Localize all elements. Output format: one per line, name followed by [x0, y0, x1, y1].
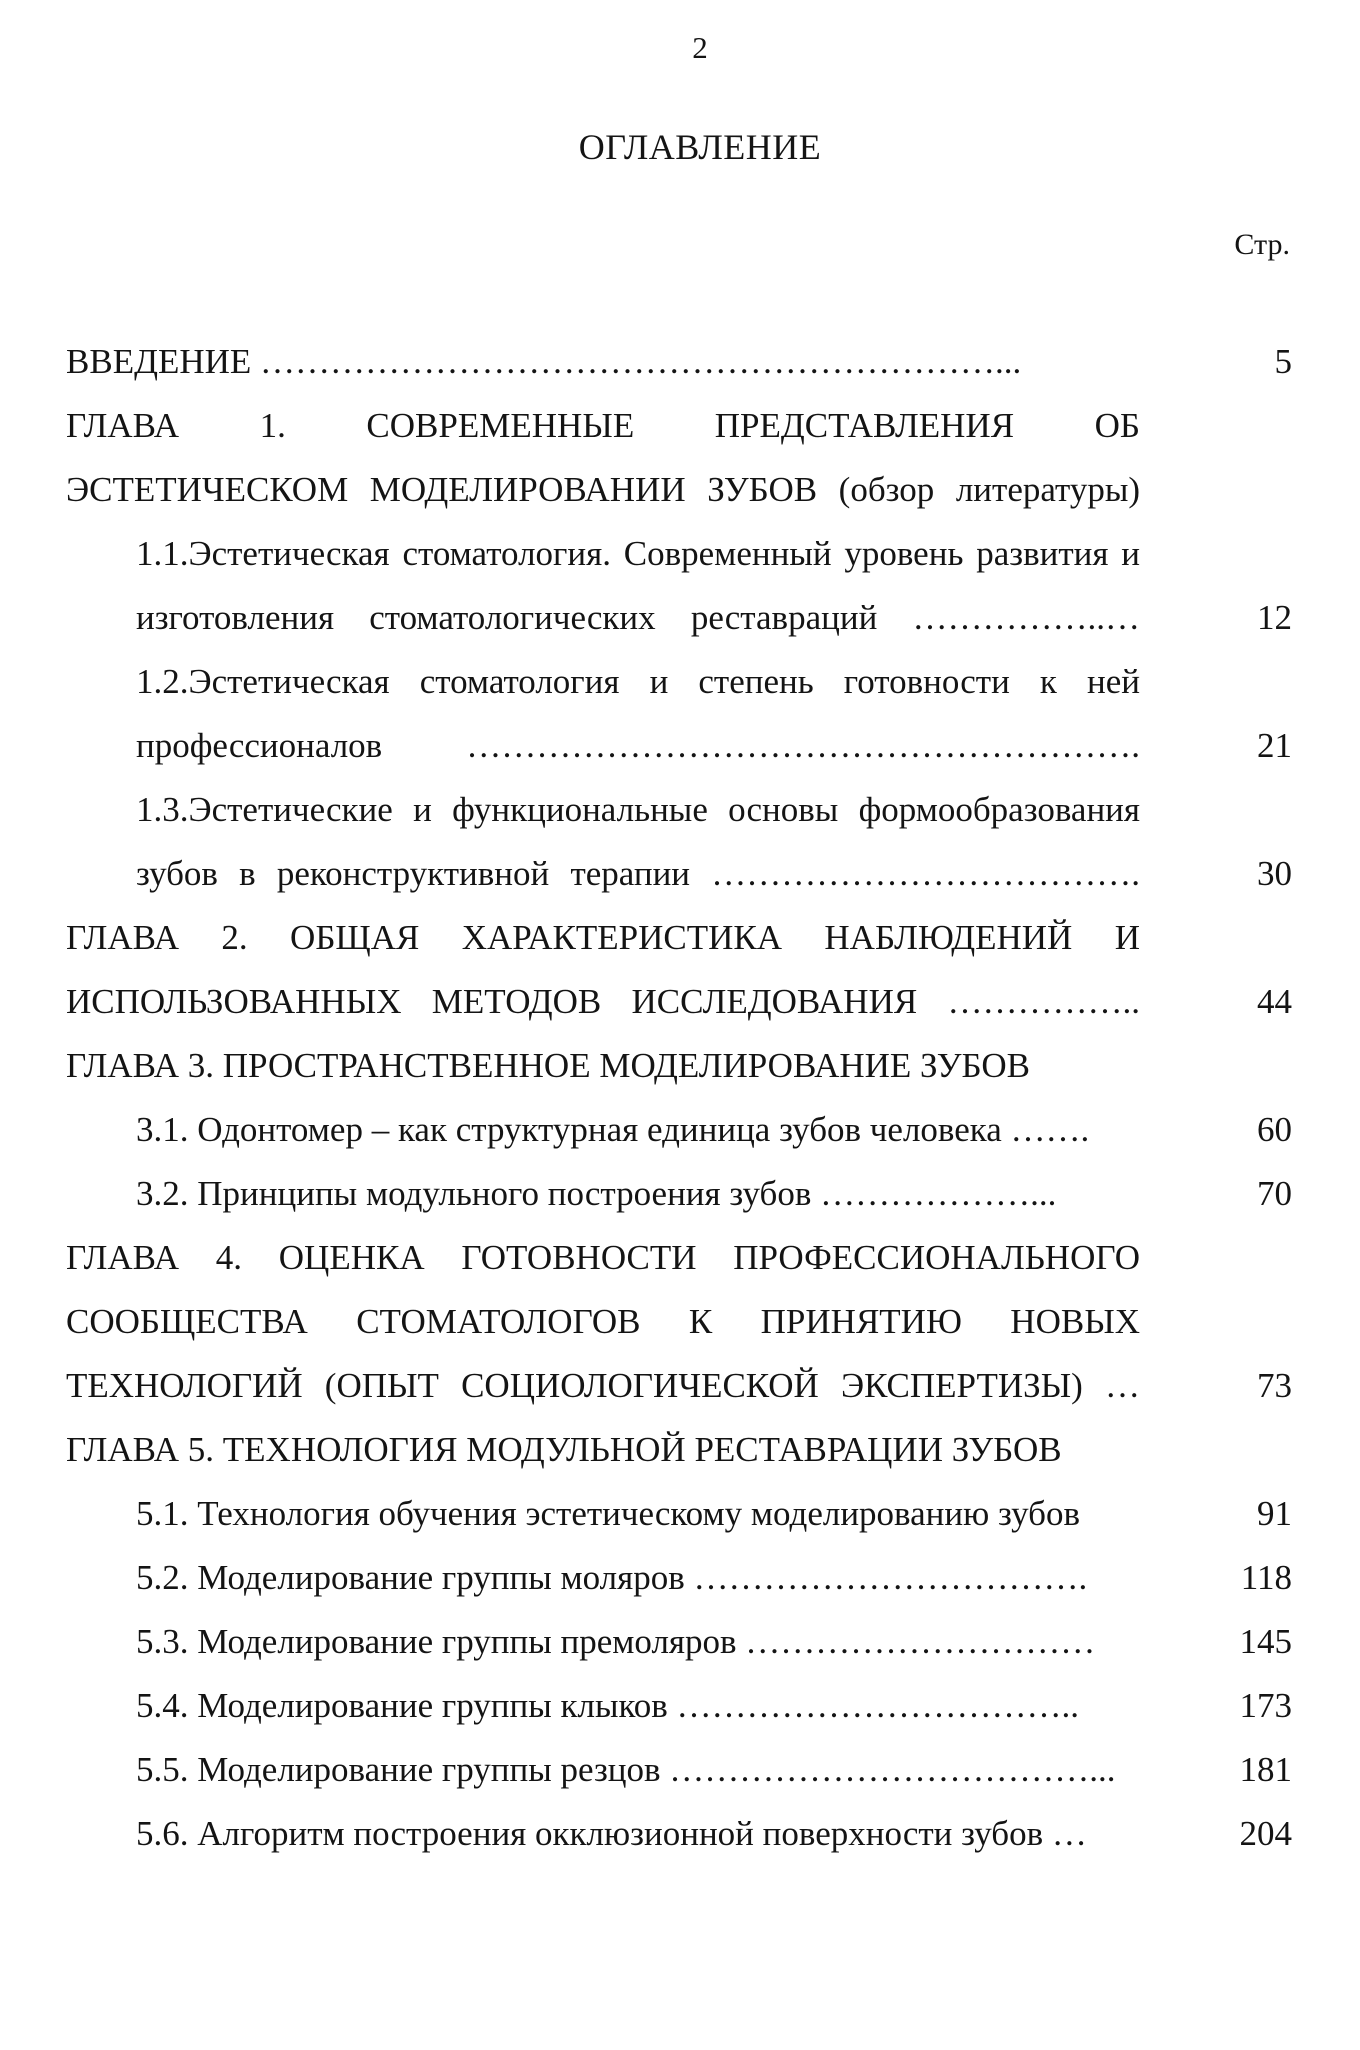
- toc-entry-page: 145: [1239, 1622, 1292, 1661]
- toc-entry-page: 91: [1257, 1494, 1292, 1533]
- toc-entry-page: 73: [1257, 1366, 1292, 1405]
- toc-entry-page: 30: [1257, 854, 1292, 893]
- toc-entry-section-5-4[interactable]: [66, 1674, 1292, 1738]
- toc-entry-page: 5: [1274, 342, 1292, 381]
- toc-entry-text: ГЛАВА 4. ОЦЕНКА ГОТОВНОСТИ ПРОФЕССИОНАЛЬНОГО СООБЩЕСТВА СТОМАТОЛОГОВ К ПРИНЯТИЮ НОВЫХ ТЕХНОЛОГИЙ (ОПЫТ СОЦИОЛОГИЧЕСКОЙ ЭКСПЕРТИЗЫ) …: [66, 1238, 1140, 1405]
- toc-entry-chapter-5[interactable]: [66, 1418, 1292, 1482]
- table-of-contents: [66, 330, 1292, 1866]
- toc-entry-text: 5.1. Технология обучения эстетическому моделированию зубов: [136, 1494, 1080, 1533]
- toc-entry-section-1-3[interactable]: [66, 778, 1292, 906]
- toc-entry-text: ГЛАВА 3. ПРОСТРАНСТВЕННОЕ МОДЕЛИРОВАНИЕ ЗУБОВ: [66, 1046, 1030, 1085]
- toc-entry-text: 1.3.Эстетические и функциональные основы формообразования зубов в реконструктивной терапии ……………………………….: [136, 790, 1140, 893]
- page-column-label: Стр.: [1234, 228, 1290, 261]
- toc-entry-page: 70: [1257, 1174, 1292, 1213]
- toc-entry-section-3-2[interactable]: [66, 1162, 1292, 1226]
- toc-entry-section-1-1[interactable]: [66, 522, 1292, 650]
- toc-entry-text: ВВЕДЕНИЕ ………………………………………………………...: [66, 342, 1022, 381]
- toc-entry-chapter-3[interactable]: [66, 1034, 1292, 1098]
- toc-entry-text: 5.4. Моделирование группы клыков ……………………………..: [136, 1686, 1079, 1725]
- toc-entry-text: 5.3. Моделирование группы премоляров …………………………: [136, 1622, 1096, 1661]
- toc-entry-page: 181: [1239, 1750, 1292, 1789]
- toc-entry-text: 1.2.Эстетическая стоматология и степень готовности к ней профессионалов ………………………………………………….: [136, 662, 1140, 765]
- toc-entry-text: ГЛАВА 1. СОВРЕМЕННЫЕ ПРЕДСТАВЛЕНИЯ ОБ ЭСТЕТИЧЕСКОМ МОДЕЛИРОВАНИИ ЗУБОВ (обзор литературы): [66, 406, 1140, 509]
- toc-entry-page: 21: [1257, 726, 1292, 765]
- toc-entry-section-1-2[interactable]: [66, 650, 1292, 778]
- toc-entry-introduction[interactable]: [66, 330, 1292, 394]
- toc-entry-chapter-2[interactable]: [66, 906, 1292, 1034]
- toc-entry-text: 1.1.Эстетическая стоматология. Современный уровень развития и изготовления стоматологических реставраций ……………..…: [136, 534, 1140, 637]
- toc-entry-section-5-6[interactable]: [66, 1802, 1292, 1866]
- toc-entry-section-5-1[interactable]: [66, 1482, 1292, 1546]
- toc-entry-section-3-1[interactable]: [66, 1098, 1292, 1162]
- toc-entry-page: 204: [1239, 1814, 1292, 1853]
- toc-entry-section-5-3[interactable]: [66, 1610, 1292, 1674]
- page-number: 2: [692, 30, 708, 65]
- toc-entry-page: 60: [1257, 1110, 1292, 1149]
- toc-entry-chapter-4[interactable]: [66, 1226, 1292, 1418]
- toc-entry-section-5-2[interactable]: [66, 1546, 1292, 1610]
- toc-entry-text: ГЛАВА 5. ТЕХНОЛОГИЯ МОДУЛЬНОЙ РЕСТАВРАЦИИ ЗУБОВ: [66, 1430, 1062, 1469]
- toc-entry-page: 118: [1240, 1558, 1292, 1597]
- toc-entry-text: 5.5. Моделирование группы резцов ………………………………...: [136, 1750, 1116, 1789]
- toc-entry-text: 3.1. Одонтомер – как структурная единица зубов человека …….: [136, 1110, 1090, 1149]
- toc-entry-page: 44: [1257, 982, 1292, 1021]
- toc-entry-text: 3.2. Принципы модульного построения зубов ………………...: [136, 1174, 1057, 1213]
- toc-entry-text: 5.6. Алгоритм построения окклюзионной поверхности зубов …: [136, 1814, 1087, 1853]
- toc-entry-text: 5.2. Моделирование группы моляров …………………………….: [136, 1558, 1088, 1597]
- document-title: ОГЛАВЛЕНИЕ: [578, 127, 822, 167]
- toc-entry-text: ГЛАВА 2. ОБЩАЯ ХАРАКТЕРИСТИКА НАБЛЮДЕНИЙ И ИСПОЛЬЗОВАННЫХ МЕТОДОВ ИССЛЕДОВАНИЯ ……………..: [66, 918, 1140, 1021]
- toc-entry-page: 12: [1257, 598, 1292, 637]
- toc-entry-page: 173: [1239, 1686, 1292, 1725]
- toc-entry-chapter-1[interactable]: [66, 394, 1292, 522]
- toc-entry-section-5-5[interactable]: [66, 1738, 1292, 1802]
